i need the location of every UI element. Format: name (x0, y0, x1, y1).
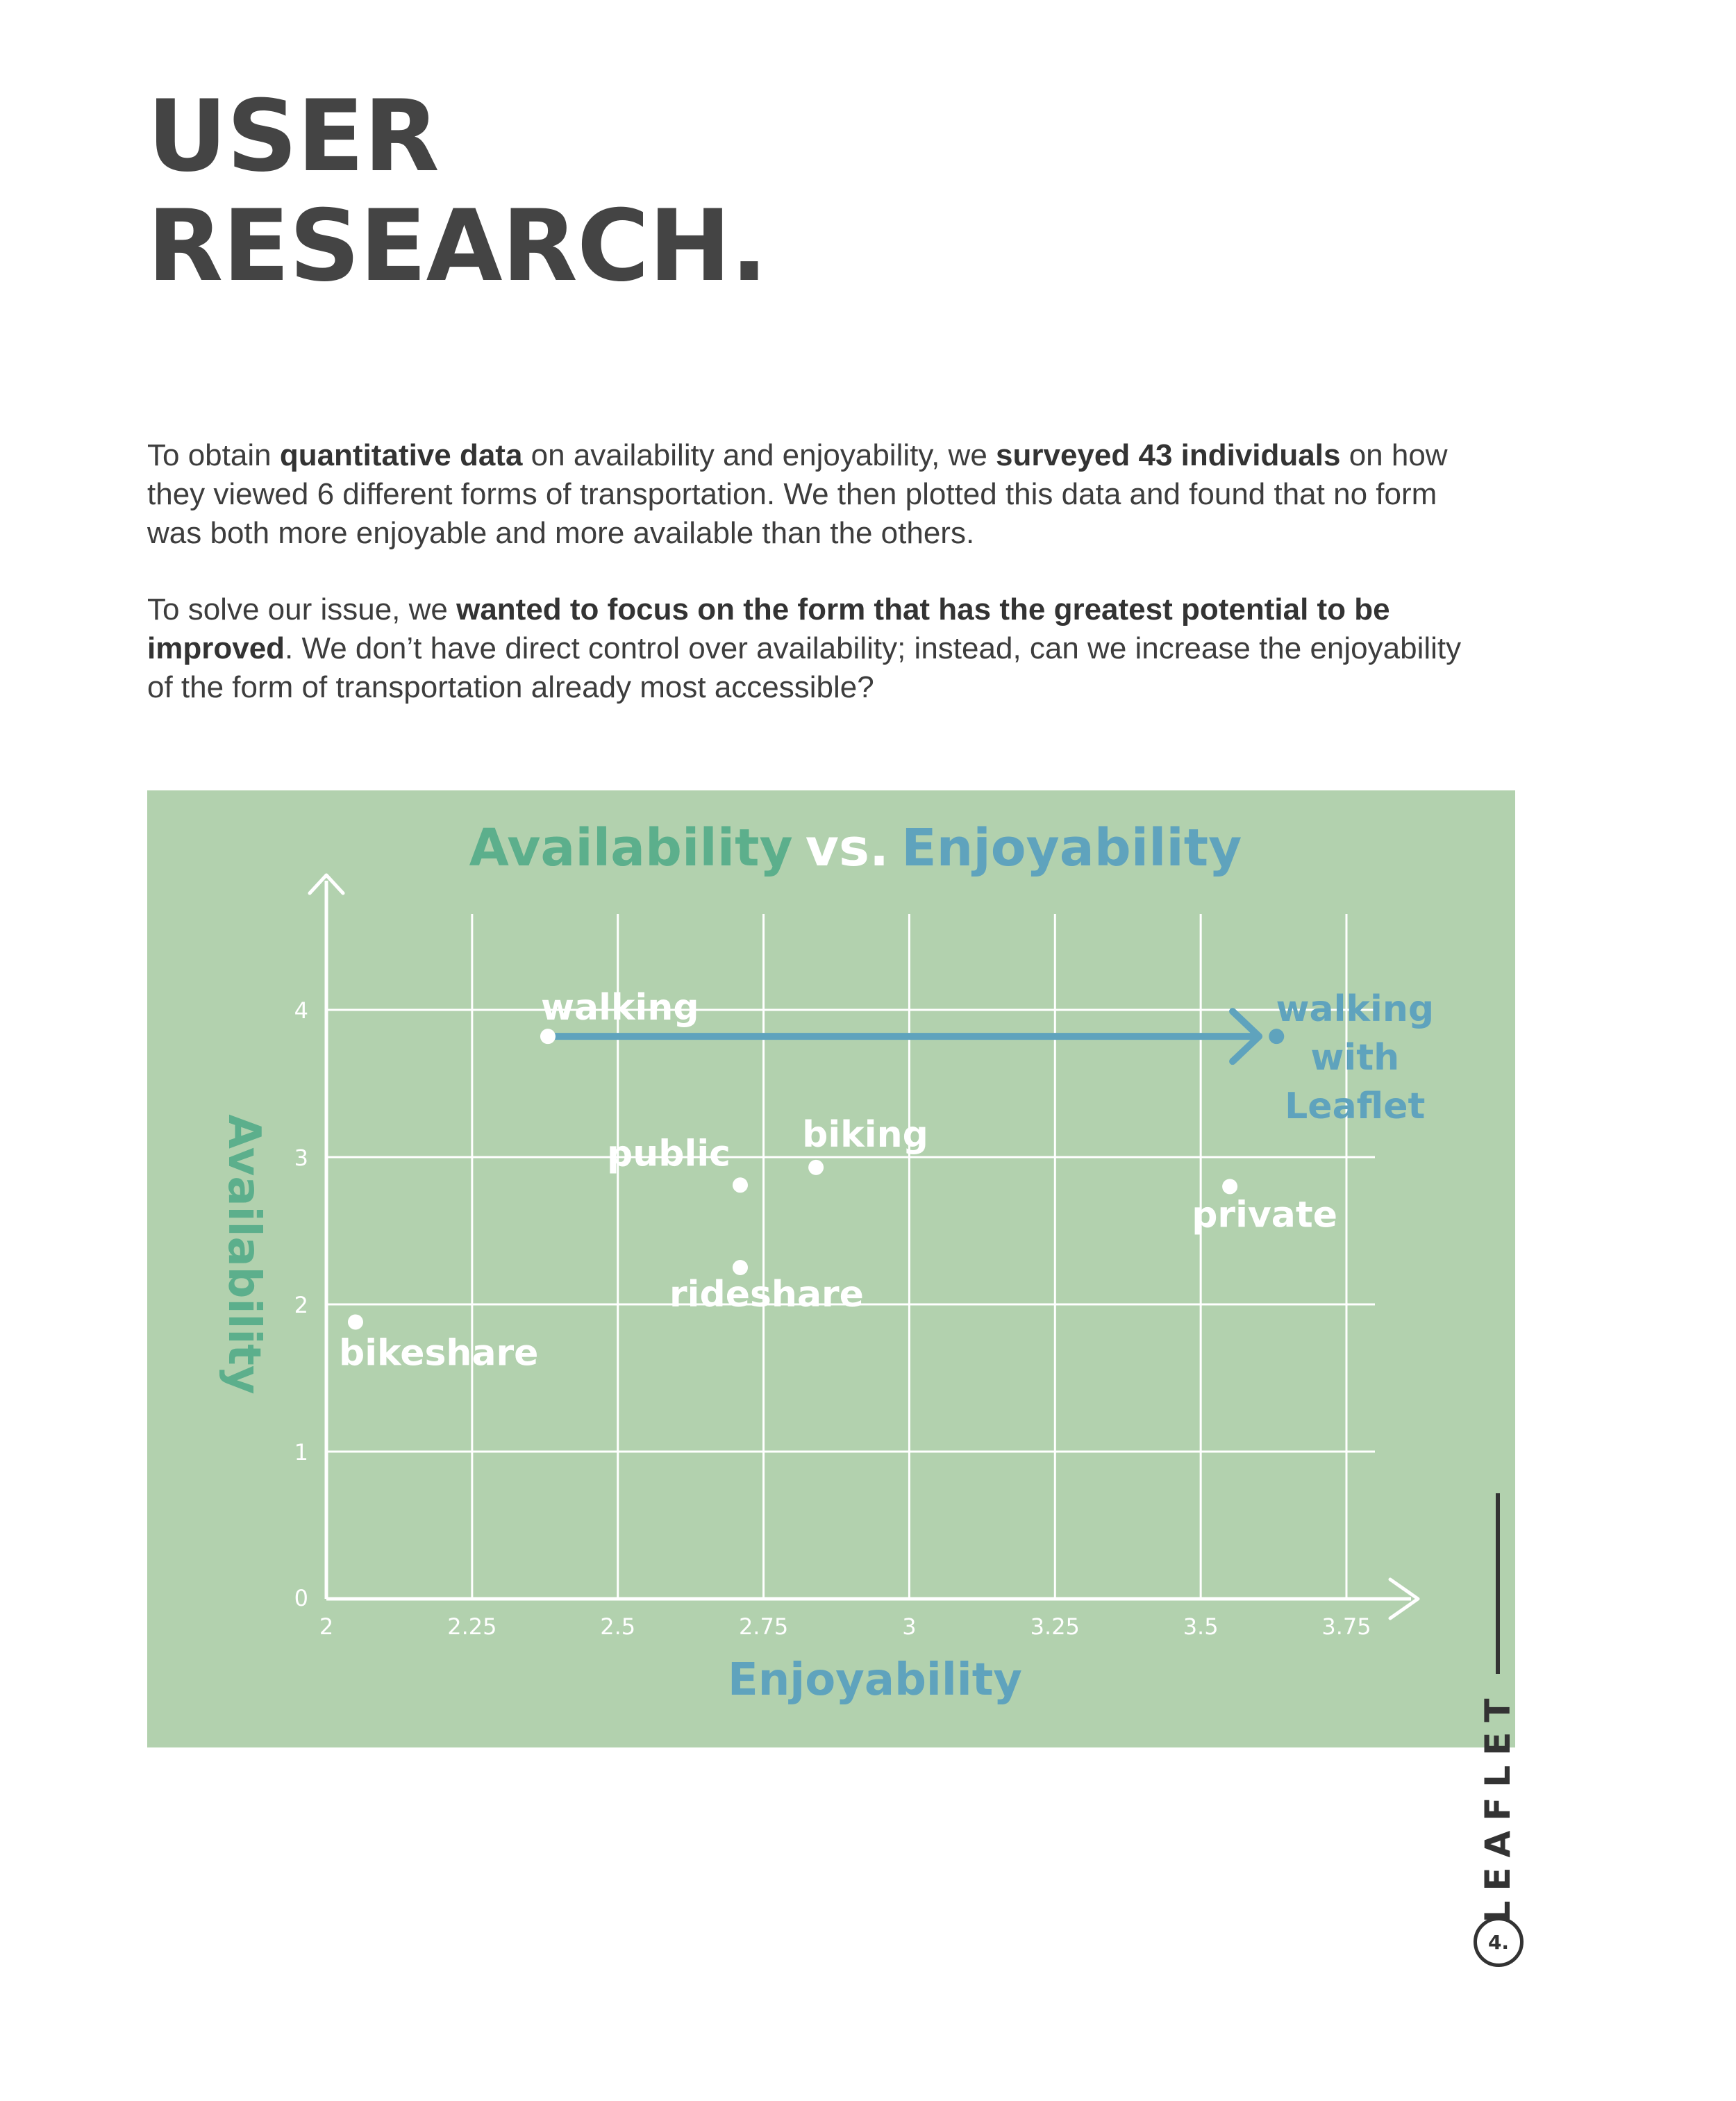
y-axis-label: Availability (218, 1114, 269, 1395)
p1-bold-1: quantitative data (279, 438, 523, 472)
y-tick-label: 2 (294, 1292, 308, 1318)
page-title (147, 79, 767, 304)
x-tick-label: 2.5 (600, 1613, 636, 1640)
p2-text-1: To solve our issue, we (147, 592, 457, 626)
p1-text-3: on how they viewed 6 different forms of transportation. We then plotted this data and found that no form was both more enjoyable and more available than the others. (147, 438, 1448, 550)
title-line-1: USER (147, 79, 439, 194)
brand-wordmark: LEAFLET (1478, 1688, 1518, 1923)
chart-title-vs: vs. (805, 818, 890, 878)
y-tick-label: 4 (294, 997, 308, 1024)
point-label-bikeshare: bikeshare (338, 1332, 539, 1375)
tick-labels (294, 997, 1371, 1640)
page-number: 4. (1487, 1930, 1510, 1954)
point-label-walking-with-leaflet: walking (1276, 988, 1435, 1031)
x-tick-label: 3.5 (1183, 1613, 1219, 1640)
x-tick-label: 3 (902, 1613, 917, 1640)
chart-title-enjoyability: Enjoyability (901, 818, 1242, 878)
x-tick-label: 3.25 (1030, 1613, 1080, 1640)
brand-sidebar (1471, 1493, 1526, 1966)
x-tick-label: 2.75 (738, 1613, 789, 1640)
point-label-walking: walking (540, 987, 699, 1029)
x-tick-label: 2 (319, 1613, 334, 1640)
point-bikeshare (348, 1314, 363, 1329)
title-line-2: RESEARCH. (147, 189, 767, 304)
chart-title (469, 818, 1242, 878)
grid (326, 914, 1375, 1599)
point-private (1222, 1179, 1237, 1194)
intro-paragraph (147, 436, 1480, 590)
scatter-chart (147, 790, 1515, 1747)
point-label-biking: biking (802, 1113, 928, 1156)
point-walking-with-leaflet (1269, 1029, 1284, 1044)
p2-text-2: . We don’t have direct control over availability; instead, can we increase the enjoyability of the form of transportation already most accessible? (147, 631, 1462, 704)
point-label-public: public (607, 1133, 731, 1175)
point-label-walking-with-leaflet: Leaflet (1285, 1086, 1426, 1128)
p1-text-1: To obtain (147, 438, 280, 472)
data-points (339, 987, 1434, 1374)
focus-paragraph (147, 590, 1480, 745)
point-biking (808, 1160, 824, 1175)
point-label-private: private (1192, 1194, 1338, 1236)
point-label-rideshare: rideshare (669, 1274, 864, 1315)
brand-divider (1496, 1493, 1500, 1674)
point-label-walking-with-leaflet: with (1310, 1037, 1400, 1079)
point-walking (540, 1029, 556, 1044)
page-number-badge (1474, 1917, 1524, 1967)
point-rideshare (733, 1260, 748, 1275)
p1-text-2: on availability and enjoyability, we (522, 438, 996, 472)
x-axis-label: Enjoyability (727, 1654, 1023, 1706)
point-public (733, 1177, 748, 1193)
y-tick-label: 3 (294, 1145, 308, 1171)
chart-title-availability: Availability (469, 818, 793, 878)
x-tick-label: 2.25 (447, 1613, 497, 1640)
x-tick-label: 3.75 (1321, 1613, 1371, 1640)
p2-bold-1: wanted to focus on the form that has the greatest potential to be improved (147, 592, 1390, 665)
axes (310, 875, 1418, 1618)
y-tick-label: 0 (294, 1585, 308, 1611)
y-tick-label: 1 (294, 1439, 308, 1465)
chart-panel (147, 790, 1515, 1747)
p1-bold-2: surveyed 43 individuals (996, 438, 1341, 472)
